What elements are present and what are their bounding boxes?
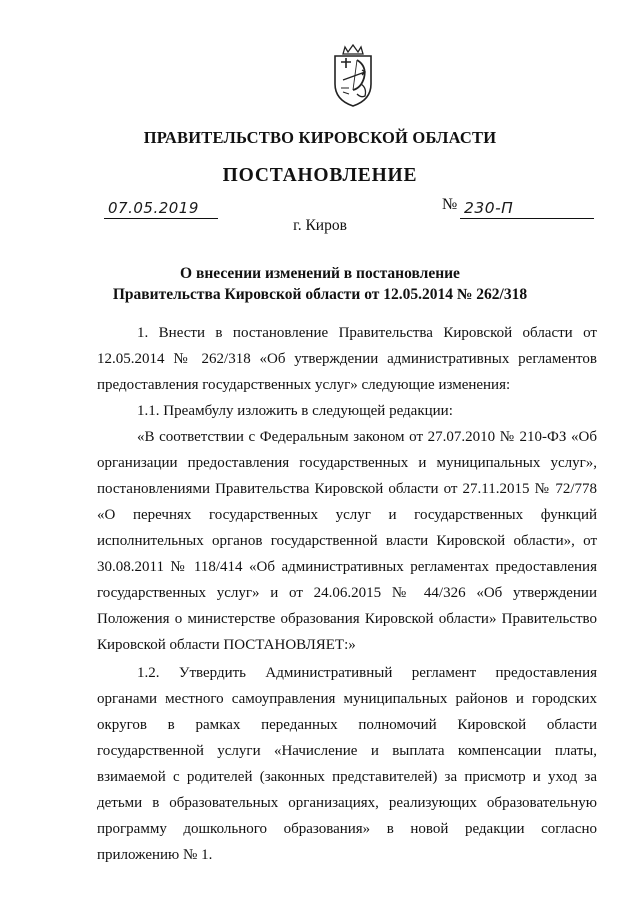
document-body [97,320,597,868]
handwritten-date: 07.05.2019 [108,199,199,217]
number-sign: № [442,196,458,213]
paragraph-1-2: 1.2. Утвердить Административный регламент предоставления органами местного самоуправления муниципальных районов и городских округов в рамках переданных полномочий Кировской области государственной услуги «Начисление и выплата компенсации платы, взимаемой с родителей (законных представителей) за присмотр и уход за детьми в образовательных организациях, реализующих образовательную программу дошкольного образования» в новой редакции согласно приложению № 1. [97,665,597,863]
number-field [460,197,594,219]
paragraph-1: 1. Внести в постановление Правительства Кировской области от 12.05.2014 № 262/318 «Об утверждении административных регламентов предоставления государственных услуг» следующие изменения: [97,325,597,393]
coat-of-arms-icon [331,44,375,108]
government-title: ПРАВИТЕЛЬСТВО КИРОВСКОЙ ОБЛАСТИ [143,128,497,147]
document-subject [0,263,640,305]
paragraph-preamble: «В соответствии с Федеральным законом от 27.07.2010 № 210-ФЗ «Об организации предоставления государственных и муниципальных услуг», постановлениями Правительства Кировской области от 27.11.2015 № 72/778 «О перечнях государственных услуг и государственных функций исполнительных органов государственной власти Кировской области», от 30.08.2011 № 118/414 «Об административных регламентах предоставления государственных услуг» и от 24.06.2015 № 44/326 «Об утверждении Положения о министерстве образования Кировской области» Правительство Кировской области ПОСТАНОВЛЯЕТ:» [97,429,597,653]
subject-line-2: Правительства Кировской области от 12.05.2014 № 262/318 [112,286,528,303]
handwritten-number: 230-П [464,199,514,217]
subject-line-1: О внесении изменений в постановление [180,265,460,282]
paragraph-1-1: 1.1. Преамбулу изложить в следующей редакции: [137,403,453,419]
date-field [104,196,218,219]
document-type: ПОСТАНОВЛЕНИЕ [222,165,418,186]
city: г. Киров [293,217,347,234]
